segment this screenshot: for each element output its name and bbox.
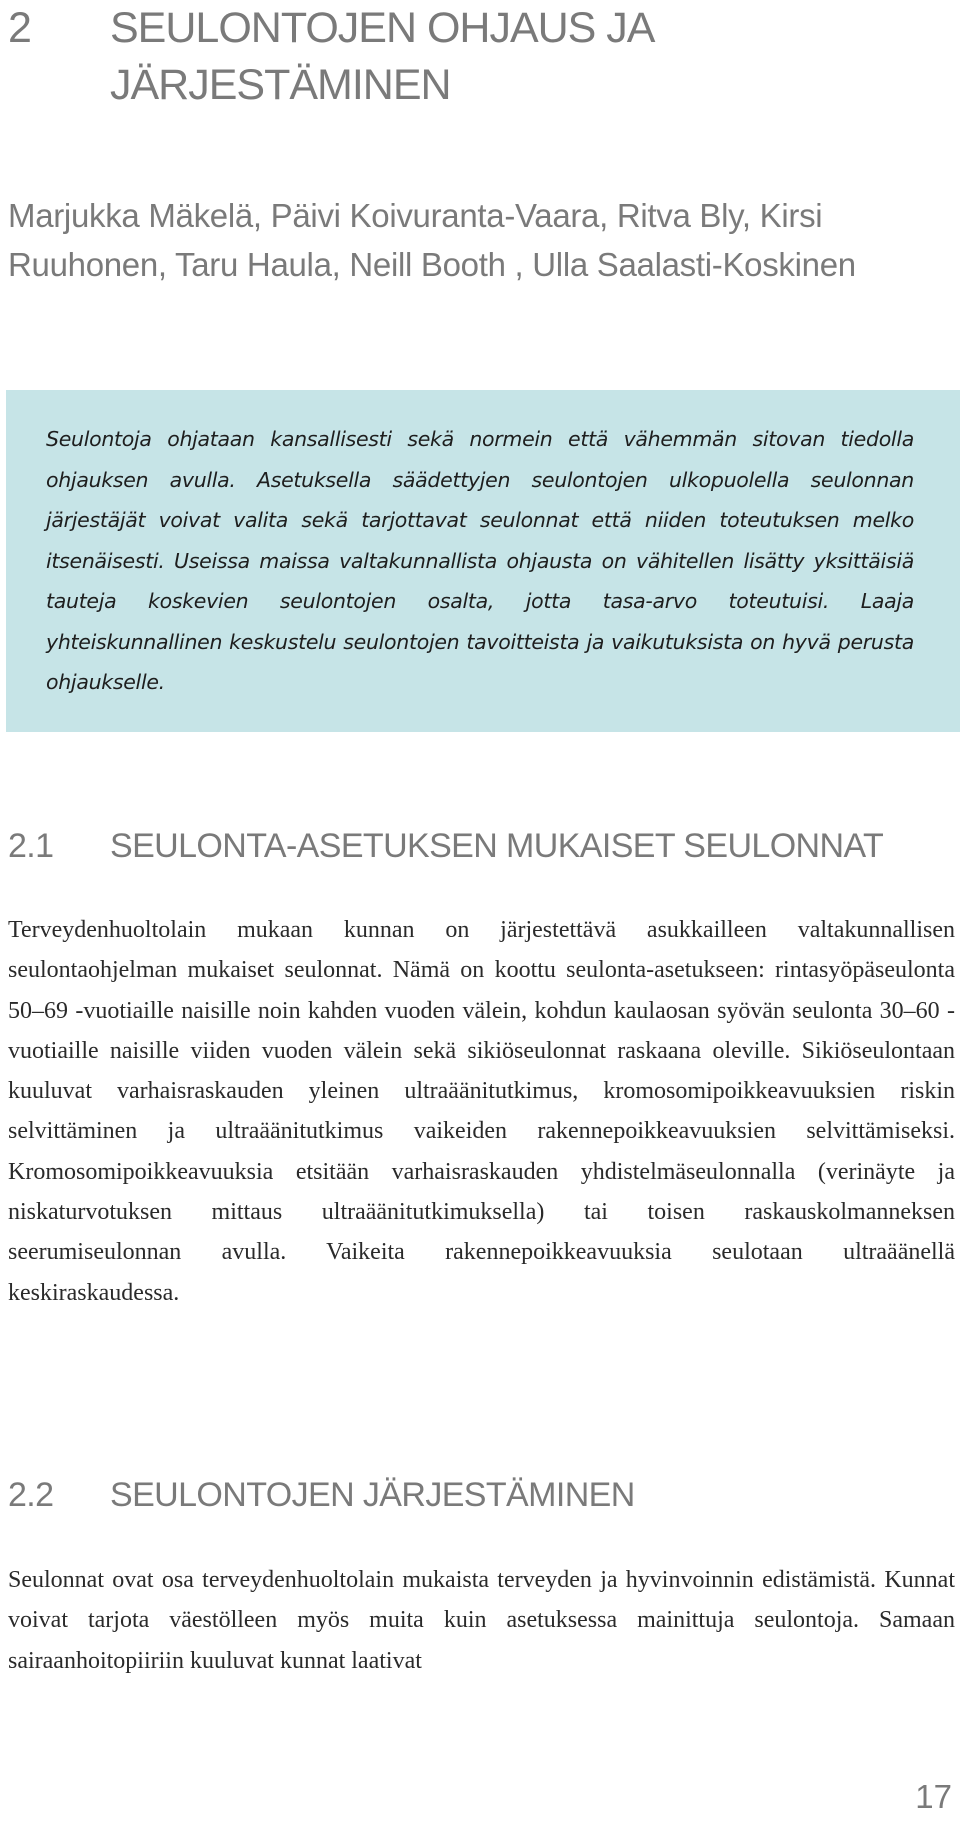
section-number: 2.1 [8,827,54,865]
section-heading-2-1 [8,824,948,868]
abstract-text: Seulontoja ohjataan kansallisesti sekä normein että vähemmän sitovan tiedolla ohjauksen avulla. Asetuksella säädettyjen seulontojen ulkopuolella seulonnan järjestäjät voivat valita sekä tarjottavat seulonnat että niiden toteutuksen melko itsenäisesti. Useissa maissa valtakunnallista ohjausta on vähitellen lisätty yksittäisiä tauteja koskevien seulontojen osalta, jotta tasa-arvo toteutuisi. Laaja yhteiskunnallinen keskustelu seulontojen tavoitteista ja vaikutuksista on hyvä perusta ohjaukselle. [46,427,914,694]
section-2-1-paragraph: Terveydenhuoltolain mukaan kunnan on järjestettävä asukkailleen valtakunnallisen seulontaohjelman mukaiset seulonnat. Nämä on koottu seulonta-asetukseen: rintasyöpäseulonta 50–69 -vuotiaille naisille noin kahden vuoden välein, kohdun kaulaosan syövän seulonta 30–60 -vuotiaille naisille viiden vuoden välein sekä sikiöseulonnat raskaana oleville. Sikiöseulontaan kuuluvat varhaisraskauden yleinen ultraäänitutkimus, kromosomipoikkeavuuksien riskin selvittäminen ja ultraäänitutkimus vaikeiden rakennepoikkeavuuksien selvittämiseksi. Kromosomipoikkeavuuksia etsitään varhaisraskauden yhdistelmäseulonnalla (verinäyte ja niskaturvotuksen mittaus ultraäänitutkimuksella) tai toisen raskauskolmanneksen seerumiseulonnan avulla. Vaikeita rakennepoikkeavuuksia seulotaan ultraäänellä keskiraskaudessa. [8,917,955,1306]
page-number: 17 [915,1778,952,1815]
section-title: SEULONTA-ASETUKSEN MUKAISET SEULONNAT [110,827,884,865]
section-2-2-paragraph: Seulonnat ovat osa terveydenhuoltolain mukaista terveyden ja hyvinvoinnin edistämistä. Kunnat voivat tarjota väestölleen myös muita kuin asetuksessa mainittuja seulontoja. Samaan sairaanhoitopiiriin kuuluvat kunnat laativat [8,1567,955,1674]
chapter-heading [8,0,948,114]
chapter-title: SEULONTOJEN OHJAUS JA JÄRJESTÄMINEN [110,4,653,109]
author-list: Marjukka Mäkelä, Päivi Koivuranta-Vaara, Ritva Bly, Kirsi Ruuhonen, Taru Haula, Neill Booth , Ulla Saalasti-Koskinen [8,197,856,283]
section-number: 2.2 [8,1476,54,1514]
section-title: SEULONTOJEN JÄRJESTÄMINEN [110,1476,635,1514]
chapter-number: 2 [8,4,31,52]
section-heading-2-2 [8,1473,948,1517]
